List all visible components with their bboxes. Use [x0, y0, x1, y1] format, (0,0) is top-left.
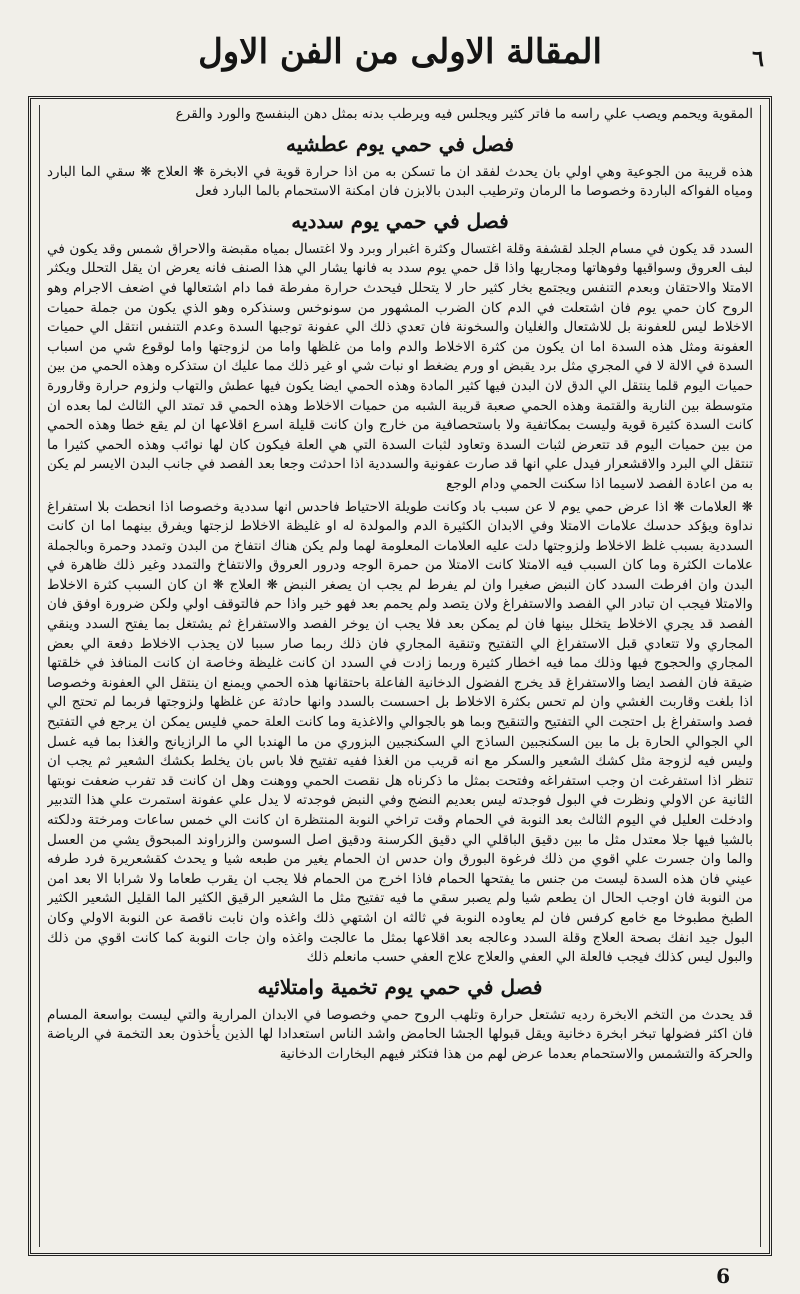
section-paragraph: هذه قريبة من الجوعية وهي اولي بان يحدث لفقد ان ما تسكن به من اذا حرارة قوية في الابخرة ❋ العلاج ❋ سقي الما البارد ومياه الفواكه الباردة وخصوصا ما الرمان وترطيب البدن بالابزن فان امكنة الاستحمام بالما البارد فعل: [47, 163, 753, 200]
page-title: المقالة الاولى من الفن الاول: [198, 32, 602, 72]
section-heading-indigestion-fever: فصل في حمي يوم تخمية وامتلائيه: [257, 974, 543, 999]
section-paragraph: ❋ العلامات ❋ اذا عرض حمي يوم لا عن سبب باد وكانت طويلة الاحتياط فاحدس انها سددية وخصوصا اذا انحطت بلا استفراغ نداوة ويؤكد حدسك علامات الامتلا وفي الابدان الكثيرة الدم والمولدة له او غليظة الاخلاط لزجتها ويفرق بينهما اما ان كانت السددية بسبب غلظ الاخلاط ولزوجتها دلت عليه العلامات المعلومة لهما ولم يكن هناك انتفاخ من البدن وتمدد وحمرة وبالجملة علامات الكثرة وما كان السبب فيه الامتلا كانت الامتلا من حمرة الوجه ودرور العروق والانتفاخ والتمدد وغير ذلك ظاهرة في البدن وان افرطت السدد كان النبض صغيرا وان لم يفرط لم يجب ان يصغر النبض ❋ العلاج ❋ ان كان السبب كثرة الاخلاط والامتلا فيجب ان تبادر الي الفصد والاستفراغ ولان يتصد ولم يحمم بعد فهو خير واذا حم فالتوقف اولي ولكن ضرورة اوفق فان الفصد قد يجري الاخلاط يتخلل بينها فان لم يمكن بعد فلا يجب ان يوخر الفصد والاستفراغ ثم يشتغل بما يفتح السدد وينقي المجاري ولا تتعادي قبل الاستفراغ الي التفتيح وتنقية المجاري فان ذلك ربما صار سببا لان يجذب الاخلاط دفعة الي بعض المجاري والحجوج فيها وذلك مما فيه اخطار كثيرة وربما زادت في السدد ان كانت غليظة وخاصة ان كانت المنافذ في خلقتها ضيقة فان الفصد ايضا والاستفراغ قد يخرج الفضول الدخانية الفاعلة باحتقانها هذه الحمي ويمنع ان ينتقل الي العفونة وخصوصا اذا بلغت وقاربت الغشي وان لم تحس بكثرة الاخلاط بل احسست بالسدد وانها حادثة عن غلظها ولزوجتها فربما لم تحتج الي فصد واستفراغ بل احتجت الي التفتيح والتنقيح وبما هو بالجوالي والاغذية وما كانت العلة حمي فليس يمكن ان يرجع في التفتيح الي الجوالي الحارة بل ما بين السكنجبين الساذج الي السكنجبين البزوري من ما الهندبا الي ما الرازيانج والغذا بما فيه غسل وليس فيه لزوجة مثل كشك الشعير والسكر مع انه قريب من الغذا ففيه تفتيح فلا باس بان يخلط بكشك الشعير ثم يجب ان تنظر اذا استفرغت ان وجب استفراغه وفتحت بمثل ما ذكرناه هل نقصت الحمي ووهنت وهل ان كانت قد تفرب ضعفت نوبتها الثانية عن الاولي ونظرت في البول فوجدته ليس بعديم النضج وفي النبض فوجدته لا يدل علي عفونة استمرت علي هذا التدبير وادخلت العليل في اليوم الثالث بعد النوبة في الحمام وقت تراخي النوبة المنتظرة ان كانت الي خمس ساعات ومرختة ودلكته بالشيا فيها جلا معتدل مثل ما بين دقيق الباقلي الي دقيق الكرسنة ودقيق اصل السوسن والزراوند المبحوق يشي من العسل والما وان جسرت علي اقوي من ذلك فرغوة البورق وان حدس ان الحمام يغير من طبعه شيا و يحدث كقشعريرة فرد طرفه عيني فان هذه السدة ليست من جنس ما يفتحها الحمام فاذا اخرج من الحمام فلا يجب ان يقرب طعاما ولا شرابا الا بعد امن من النوبة فان اوجب الحال ان يطعم شيا ولم يصبر سقي ما فيه تفتيح مثل ما الشعير الرقيق الكثير الما القليل الشعير الكثير الطبخ مطبوخا مع خامع كرفس فان لم يعاوده النوبة في ثالثه ان اشتهي ذلك واغذه وان نابت ناقصة عن النوبة الاولي وكان البول جيد انفك بصحة العلاج وقلة السدد وعالجه بعد اقلاعها بمثل ما عالجت واغذه وان جات النوبة كما كانت اقوي من ذلك والبول ليس كذلك فيجب فالعلة الي العفي والعلاج علاج العفي حسب مانعلم ذلك: [47, 498, 753, 966]
section-paragraph: قد يحدث من التخم الابخرة رديه تشتعل حرارة وتلهب الروح حمي وخصوصا في الابدان المرارية والتي ليست بواسعة المسام فان اكثر فضولها تبخر ابخرة دخانية ويقل قبولها الجشا الحامض واشد الناس استعدادا لها الذين يأخذون بعد التخمة في الرياضة والحركة والتشمس والاستحمام بعدما عرض لهم من هذا فتكثر فيهم البخارات الدخانية: [47, 1006, 753, 1062]
main-text: [47, 105, 753, 1243]
page-number-bottom: 6: [716, 1264, 730, 1288]
text-frame: [28, 96, 772, 1256]
section-paragraph: السدد قد يكون في مسام الجلد لقشفة وقلة اغتسال وكثرة اغبرار وبرد ولا اغتسال بمياه مقبضة والاحراق شمس وقد يكون في لبف العروق وسواقيها وفوهاتها ومجاريها واذا قل حمي يوم سدد به فانها يشار الي هذا الصنف فانه يعرض ان يقل التحلل ويكثر الامتلا والاحتقان وبعدم التنفس ويجتمع بخار كثير حار لا يتحلل فيحدث حرارة مفرطة فما دام اشتعالها في اضعف الاجرام وهو الروح كان حمي يوم فان اشتعلت في الدم كان الضرب المشهور من سونوخس وسنذكره وهو الذي يكون من جملة حميات الاخلاط ليس للعفونة بل للاشتعال والغليان والسخونة فان تعدي ذلك الي عفونة توجبها السدة وعدم التنفس انتقل الي حميات العفونة ومثل هذه السدة اما ان يكون من كثرة الاخلاط والدم واما من غلظها واما من لزوجتها واما لوقوع شي من اسباب السدة في الالة لا في المجري مثل برد يقبض او ورم يضغط او نبات شي او غير ذلك مما عليك ان ستذكره وهذه الحمي من بين حميات اليوم قلما ينتقل الي الدق لان البدن فيها كثير المادة وهذه الحمي ايضا يكون فيها عطش والتهاب ولزوم حرارة وقارورة متوسطة بين النارية والقتمة وهذه الحمي صعبة قريبة الشبه من حميات الاخلاط وهذه الحمي قد تمتد الي الثالث لما بعده ان كانت السدة كثيرة قوية وليست بمكاتفية ولا باستحصافية من خارج وان كانت قليلة اسرع اقلاعها ان لم يقع خطا وهذه الحمي من بين حميات اليوم قد تتعرض لثبات السدة وتعاود لثبات السدة التي هي العلة فيكون كان لها نوائب وهذه الحمي كثيرا ما تنتقل الي البرد والاقشعرار فيدل علي انها قد صارت عفونية والسددية اذا احدثت وجعا بعد الفصد في جانب البدن الايسر لم يكن به من اعادة الفصد لاسيما اذا سكنت الحمي ودام الوجع: [47, 240, 753, 492]
intro-paragraph: المقوية ويحمم ويصب علي راسه ما فاتر كثير ويجلس فيه ويرطب بدنه بمثل دهن البنفسج والورد والقرع: [175, 106, 753, 122]
section-heading-thirst-fever: فصل في حمي يوم عطشيه: [286, 131, 514, 156]
section-heading-obstruction-fever: فصل في حمي يوم سدديه: [291, 208, 509, 233]
page-number-top: ٦: [752, 46, 764, 72]
running-header: [22, 22, 778, 82]
